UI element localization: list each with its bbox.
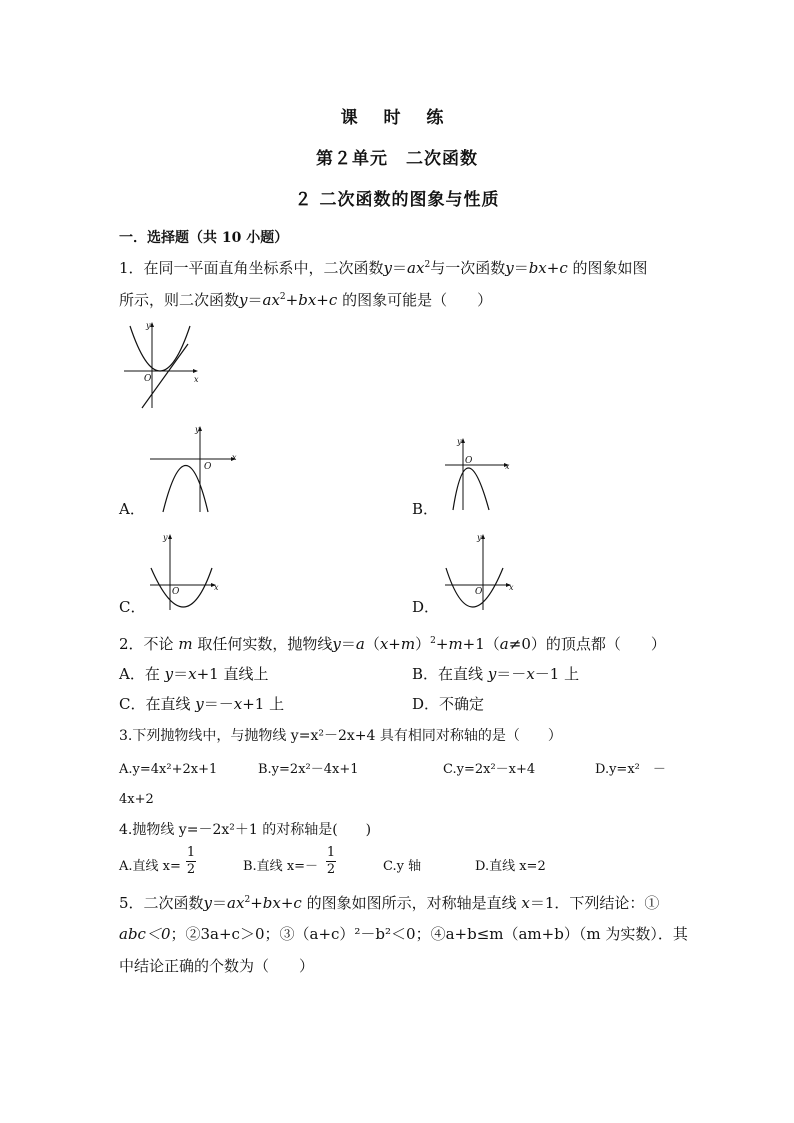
q1-option-a[interactable]: A． — [119, 500, 145, 518]
q1-a-y-label: y — [195, 425, 200, 434]
q1-option-a-graph — [148, 424, 243, 514]
q1-b-x-label: x — [505, 462, 510, 471]
q1-a-origin: O — [204, 462, 212, 472]
q1-a-x-label: x — [232, 453, 237, 462]
q2-option-c[interactable]: C．在直线 y＝－x+1 上 — [119, 695, 285, 713]
q3-stem: 3.下列抛物线中，与抛物线 y=x²－2x+4 具有相同对称轴的是（ ） — [119, 728, 562, 744]
q1-option-b[interactable]: B． — [412, 500, 439, 518]
q1-c-x-label: x — [214, 583, 219, 592]
q4-option-a-fraction: 1 2 — [186, 845, 196, 877]
section-title: 一．选择题（共 10 小题） — [119, 230, 289, 246]
q5-line2: abc＜0；②3a+c＞0；③（a+c）²－b²＜0；④a+b≤m（am+b）（m 为实数）．其 — [119, 925, 688, 943]
q1-option-c-graph — [148, 532, 223, 612]
q3-option-b[interactable]: B.y=2x²－4x+1 — [258, 762, 359, 777]
q2-option-b[interactable]: B．在直线 y＝－x－1 上 — [412, 665, 580, 683]
q1-reference-graph — [122, 320, 202, 410]
q1-option-d-graph — [443, 532, 518, 612]
q3-option-d-cont: 4x+2 — [119, 792, 154, 807]
q3-option-a[interactable]: A.y=4x²+2x+1 — [119, 762, 218, 777]
q5-line3: 中结论正确的个数为（ ） — [119, 957, 315, 975]
q4-option-b-fraction: 1 2 — [326, 845, 336, 877]
unit-title: 第２单元 二次函数 — [316, 149, 478, 169]
q1-ref-y-label: y — [146, 321, 151, 330]
q5-line1: 5．二次函数$y=ax^2+bx+c$ 的图象如图所示，对称轴是直线 x＝1．下列结论：① — [119, 894, 660, 912]
q1-c-y-label: y — [163, 533, 168, 542]
q4-option-b[interactable]: B.直线 x=－ — [243, 859, 319, 874]
q4-stem: 4.抛物线 y=－2x²＋1 的对称轴是( ) — [119, 822, 372, 838]
q2-option-a[interactable]: A．在 y＝x+1 直线上 — [119, 665, 269, 683]
q1-option-d[interactable]: D． — [412, 598, 440, 616]
q1-ref-origin: O — [144, 374, 152, 384]
q1-option-b-graph — [443, 436, 518, 511]
q1-c-origin: O — [172, 587, 180, 597]
q4-option-d[interactable]: D.直线 x=2 — [475, 859, 546, 874]
q1-ref-x-label: x — [194, 375, 199, 384]
q1-b-y-label: y — [457, 437, 462, 446]
q1-b-origin: O — [465, 456, 473, 466]
q4-option-c[interactable]: C.y 轴 — [383, 859, 422, 874]
q1-d-y-label: y — [477, 533, 482, 542]
q2-stem: 2．不论 m 取任何实数，抛物线$y=a(x+m)^2+m+1(a\ne 0)$的顶点都（ ） — [119, 635, 666, 653]
q1-line1: 1．在同一平面直角坐标系中，二次函数$y=ax^2$与一次函数y＝bx+c 的图象如图 — [119, 259, 648, 277]
q3-option-d[interactable]: D.y=x² － — [595, 762, 666, 777]
q2-option-d[interactable]: D．不确定 — [412, 695, 485, 713]
q1-line2: 所示，则二次函数$y=ax^2+bx+c$ 的图象可能是（ ） — [119, 291, 493, 309]
lesson-title: ２ 二次函数的图象与性质 — [294, 190, 500, 210]
q3-option-c[interactable]: C.y=2x²－x+4 — [443, 762, 536, 777]
q1-option-c[interactable]: C． — [119, 598, 146, 616]
q4-option-a[interactable]: A.直线 x= — [119, 859, 181, 874]
q1-d-origin: O — [475, 587, 483, 597]
q1-d-x-label: x — [509, 583, 514, 592]
doc-title: 课 时 练 — [340, 108, 454, 128]
